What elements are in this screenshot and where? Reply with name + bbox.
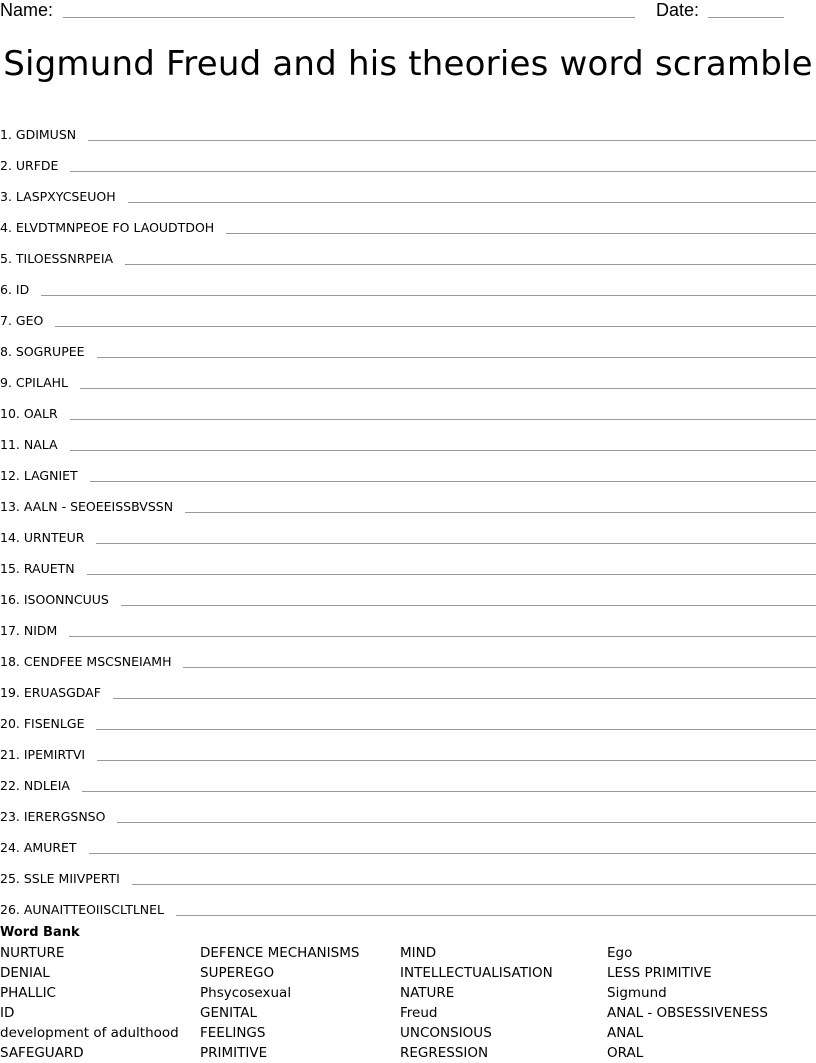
- scrambled-word: 21. IPEMIRTVI: [0, 747, 86, 762]
- answer-line[interactable]: [113, 698, 816, 699]
- word-bank-word: GENITAL: [200, 1005, 258, 1021]
- answer-line[interactable]: [89, 853, 816, 854]
- word-bank-word: Freud: [400, 1005, 438, 1021]
- puzzle-row: [0, 546, 816, 577]
- puzzle-row: [0, 825, 816, 856]
- word-bank-word: UNCONSIOUS: [400, 1025, 492, 1041]
- word-bank-word: DEFENCE MECHANISMS: [200, 945, 360, 961]
- puzzle-row: [0, 391, 816, 422]
- word-bank-word: ANAL: [607, 1025, 644, 1041]
- answer-line[interactable]: [185, 512, 816, 513]
- scrambled-word: 6. ID: [0, 282, 30, 297]
- word-bank-word: INTELLECTUALISATION: [400, 965, 553, 981]
- scrambled-word: 22. NDLEIA: [0, 778, 70, 793]
- puzzle-row: [0, 484, 816, 515]
- answer-line[interactable]: [226, 233, 816, 234]
- answer-line[interactable]: [88, 140, 816, 141]
- puzzle-row: [0, 143, 816, 174]
- answer-line[interactable]: [97, 760, 816, 761]
- name-label: Name:: [0, 0, 54, 20]
- scrambled-word: 9. CPILAHL: [0, 375, 69, 390]
- scrambled-word: 2. URFDE: [0, 158, 59, 173]
- word-bank-word: NATURE: [400, 985, 455, 1001]
- scrambled-word: 10. OALR: [0, 406, 58, 421]
- puzzle-row: [0, 422, 816, 453]
- word-bank-column: [0, 943, 179, 1063]
- scrambled-word: 11. NALA: [0, 437, 58, 452]
- answer-line[interactable]: [176, 915, 816, 916]
- scrambled-word: 7. GEO: [0, 313, 44, 328]
- puzzle-row: [0, 267, 816, 298]
- scrambled-word: 24. AMURET: [0, 840, 77, 855]
- scrambled-word: 16. ISOONNCUUS: [0, 592, 109, 607]
- answer-line[interactable]: [41, 295, 816, 296]
- word-bank-word: MIND: [400, 945, 437, 961]
- answer-line[interactable]: [70, 171, 816, 172]
- answer-line[interactable]: [80, 388, 816, 389]
- puzzle-row: [0, 298, 816, 329]
- scrambled-word: 26. AUNAITTEOIISCLTLNEL: [0, 902, 165, 917]
- puzzle-row: [0, 763, 816, 794]
- word-bank-word: SUPEREGO: [200, 965, 275, 981]
- scrambled-word: 4. ELVDTMNPEOE FO LAOUDTDOH: [0, 220, 215, 235]
- answer-line[interactable]: [90, 481, 816, 482]
- puzzle-row: [0, 453, 816, 484]
- word-bank-word: NURTURE: [0, 945, 65, 961]
- word-bank-word: Ego: [607, 945, 633, 961]
- puzzle-row: [0, 856, 816, 887]
- word-bank-word: PRIMITIVE: [200, 1045, 268, 1061]
- answer-line[interactable]: [97, 357, 816, 358]
- word-bank-title: Word Bank: [0, 925, 80, 940]
- puzzle-row: [0, 360, 816, 391]
- word-bank-word: development of adulthood: [0, 1025, 179, 1041]
- puzzle-row: [0, 670, 816, 701]
- word-bank-word: SAFEGUARD: [0, 1045, 84, 1061]
- scrambled-word: 13. AALN - SEOEEISSBVSSN: [0, 499, 174, 514]
- puzzle-row: [0, 174, 816, 205]
- puzzle-row: [0, 236, 816, 267]
- scrambled-word: 12. LAGNIET: [0, 468, 78, 483]
- scrambled-word: 19. ERUASGDAF: [0, 685, 101, 700]
- scrambled-word: 8. SOGRUPEE: [0, 344, 85, 359]
- answer-line[interactable]: [82, 791, 816, 792]
- word-bank-word: FEELINGS: [200, 1025, 266, 1041]
- scrambled-word: 17. NIDM: [0, 623, 58, 638]
- word-bank-column: [607, 943, 768, 1063]
- word-bank-word: ORAL: [607, 1045, 644, 1061]
- answer-line[interactable]: [132, 884, 816, 885]
- name-field[interactable]: [63, 17, 635, 18]
- word-bank-word: Phsycosexual: [200, 985, 292, 1001]
- word-bank-word: Sigmund: [607, 985, 667, 1001]
- answer-line[interactable]: [96, 543, 816, 544]
- answer-line[interactable]: [183, 667, 816, 668]
- scrambled-word: 25. SSLE MIIVPERTI: [0, 871, 120, 886]
- answer-line[interactable]: [55, 326, 816, 327]
- date-field[interactable]: [708, 17, 784, 18]
- answer-line[interactable]: [125, 264, 816, 265]
- scrambled-word: 20. FISENLGE: [0, 716, 85, 731]
- puzzle-row: [0, 608, 816, 639]
- date-label: Date:: [656, 0, 700, 20]
- puzzle-row: [0, 794, 816, 825]
- answer-line[interactable]: [121, 605, 816, 606]
- puzzle-row: [0, 205, 816, 236]
- answer-line[interactable]: [128, 202, 816, 203]
- answer-line[interactable]: [87, 574, 816, 575]
- scrambled-word: 15. RAUETN: [0, 561, 75, 576]
- page-title: Sigmund Freud and his theories word scramble: [3, 44, 813, 84]
- puzzle-row: [0, 515, 816, 546]
- word-bank-word: DENIAL: [0, 965, 50, 981]
- word-bank-word: REGRESSION: [400, 1045, 489, 1061]
- scrambled-word: 23. IERERGSNSO: [0, 809, 106, 824]
- answer-line[interactable]: [70, 450, 816, 451]
- answer-line[interactable]: [117, 822, 816, 823]
- puzzle-row: [0, 887, 816, 918]
- answer-line[interactable]: [69, 636, 816, 637]
- answer-line[interactable]: [96, 729, 816, 730]
- word-bank-column: [200, 943, 359, 1063]
- puzzle-row: [0, 639, 816, 670]
- header: [0, 0, 816, 26]
- puzzle-row: [0, 577, 816, 608]
- word-bank-word: ID: [0, 1005, 15, 1021]
- word-bank-word: PHALLIC: [0, 985, 56, 1001]
- word-bank-word: LESS PRIMITIVE: [607, 965, 712, 981]
- puzzle-row: [0, 732, 816, 763]
- word-bank-word: ANAL - OBSESSIVENESS: [607, 1005, 768, 1021]
- puzzle-row: [0, 701, 816, 732]
- puzzle-row: [0, 112, 816, 143]
- word-bank: [0, 925, 816, 1061]
- puzzle-list: [0, 112, 816, 918]
- scrambled-word: 14. URNTEUR: [0, 530, 85, 545]
- scrambled-word: 1. GDIMUSN: [0, 127, 77, 142]
- answer-line[interactable]: [70, 419, 816, 420]
- scrambled-word: 5. TILOESSNRPEIA: [0, 251, 114, 266]
- word-bank-column: [400, 943, 553, 1063]
- scrambled-word: 3. LASPXYCSEUOH: [0, 189, 116, 204]
- scrambled-word: 18. CENDFEE MSCSNEIAMH: [0, 654, 172, 669]
- puzzle-row: [0, 329, 816, 360]
